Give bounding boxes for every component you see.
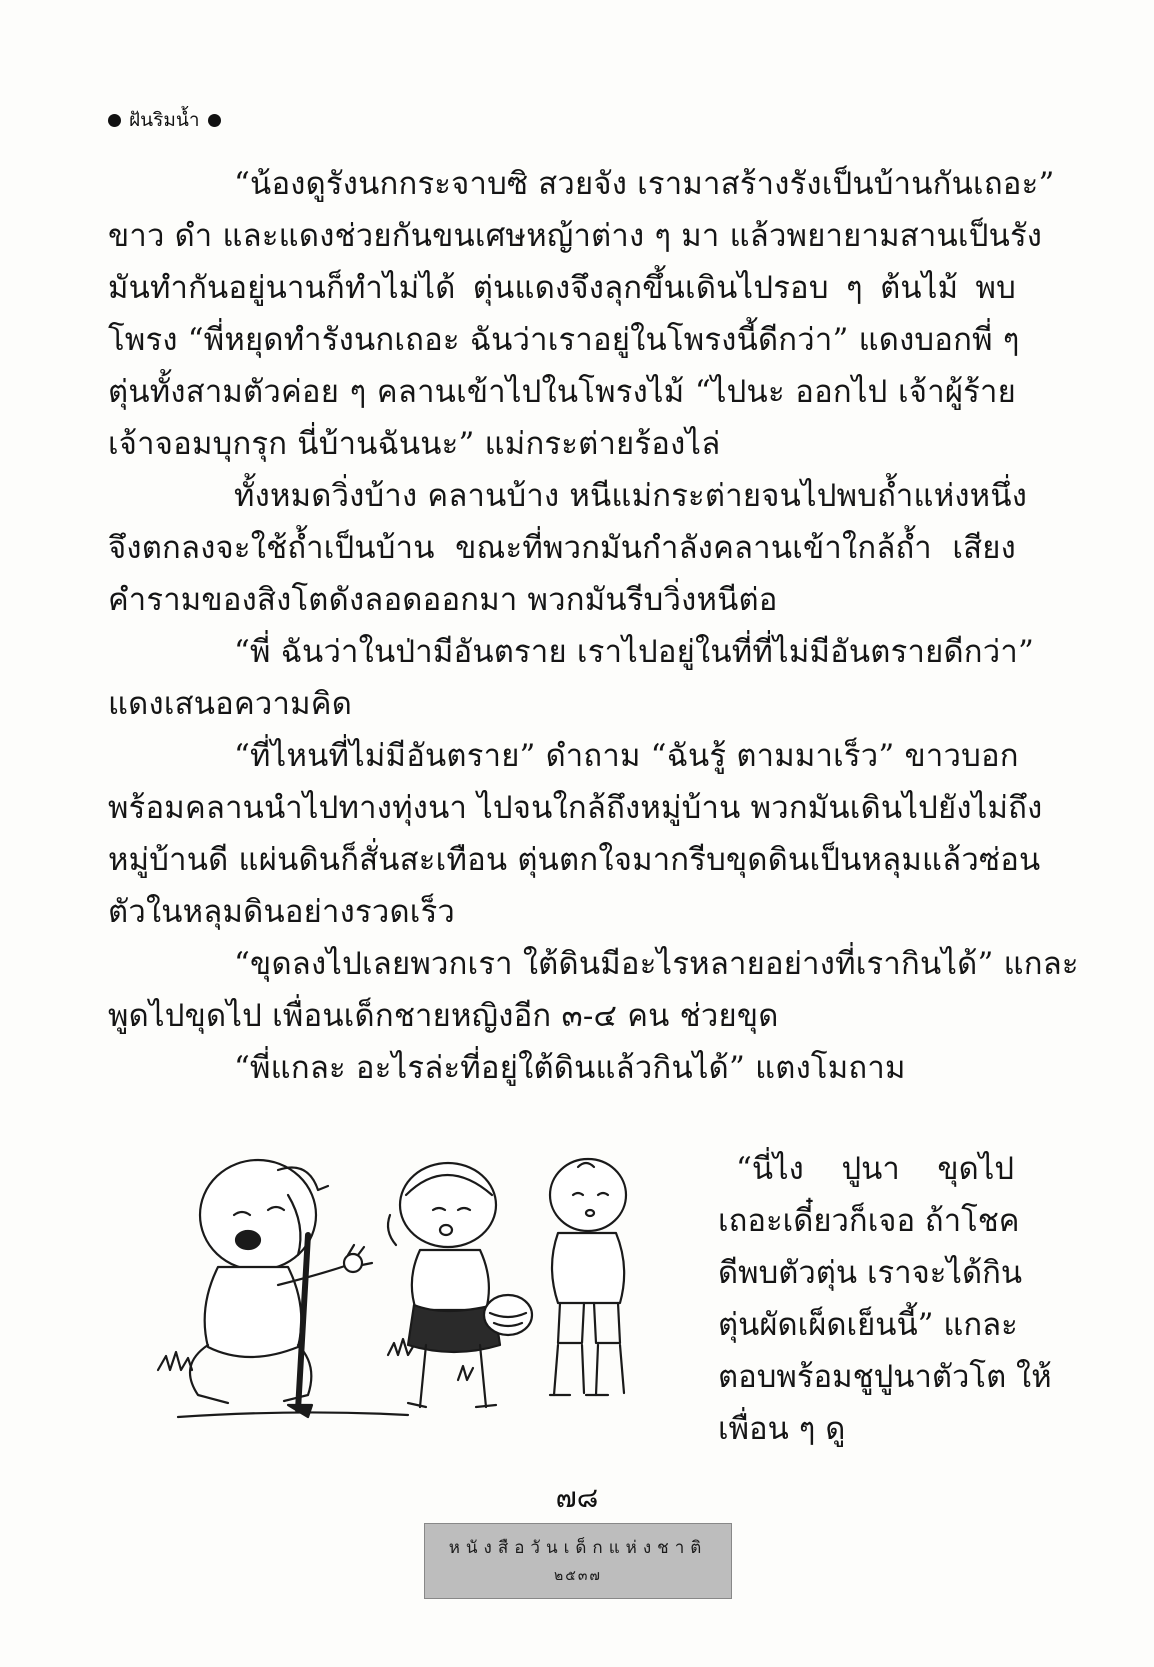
bullet-icon — [108, 114, 121, 127]
text-line: “ที่ไหนที่ไม่มีอันตราย” ดำถาม “ฉันรู้ ตามมาเร็ว” ขาวบอก — [234, 738, 1019, 774]
children-digging-illustration — [158, 1155, 688, 1425]
text-line: ตอบพร้อมชูปูนาตัวโต ให้ — [718, 1359, 1052, 1395]
text-line: ขาว ดำ และแดงช่วยกันขนเศษหญ้าต่าง ๆ มา แล้วพยายามสานเป็นรัง — [108, 218, 1043, 254]
text-line: “พี่ ฉันว่าในป่ามีอันตราย เราไปอยู่ในที่ที่ไม่มีอันตรายดีกว่า” — [234, 634, 1035, 670]
text-line: หมู่บ้านดี แผ่นดินก็สั่นสะเทือน ตุ่นตกใจมากรีบขุดดินเป็นหลุมแล้วซ่อน — [108, 842, 1041, 878]
text-line: เพื่อน ๆ ดู — [718, 1411, 846, 1447]
page-number: ๗๘ — [555, 1481, 599, 1514]
footer-title: หนังสือวันเด็กแห่งชาติ — [448, 1538, 708, 1558]
text-line: ทั้งหมดวิ่งบ้าง คลานบ้าง หนีแม่กระต่ายจนไปพบถ้ำแห่งหนึ่ง — [234, 478, 1028, 514]
text-line: ดีพบตัวตุ่น เราจะได้กิน — [718, 1255, 1023, 1291]
text-line: ตุ่นทั้งสามตัวค่อย ๆ คลานเข้าไปในโพรงไม้ “ไปนะ ออกไป เจ้าผู้ร้าย — [108, 374, 1016, 410]
text-line: “ขุดลงไปเลยพวกเรา ใต้ดินมีอะไรหลายอย่างที่เรากินได้” แกละ — [234, 946, 1079, 982]
header-title: ฝันริมน้ำ — [129, 109, 200, 131]
text-line: ตัวในหลุมดินอย่างรวดเร็ว — [108, 894, 456, 930]
text-line: “น้องดูรังนกกระจาบซิ สวยจัง เรามาสร้างรังเป็นบ้านกันเถอะ” — [234, 166, 1055, 202]
text-line: พูดไปขุดไป เพื่อนเด็กชายหญิงอีก ๓-๔ คน ช่วยขุด — [108, 998, 779, 1034]
footer-year: ๒๕๓๗ — [554, 1568, 602, 1584]
text-line: คำรามของสิงโตดังลอดออกมา พวกมันรีบวิ่งหนีต่อ — [108, 582, 778, 618]
text-line: โพรง “พี่หยุดทำรังนกเถอะ ฉันว่าเราอยู่ในโพรงนี้ดีกว่า” แดงบอกพี่ ๆ — [108, 322, 1020, 358]
text-line: จึงตกลงจะใช้ถ้ำเป็นบ้าน ขณะที่พวกมันกำลังคลานเข้าใกล้ถ้ำ เสียง — [108, 530, 1016, 566]
footer-stamp — [424, 1523, 732, 1599]
bullet-icon — [208, 114, 221, 127]
text-line: พร้อมคลานนำไปทางทุ่งนา ไปจนใกล้ถึงหมู่บ้าน พวกมันเดินไปยังไม่ถึง — [108, 790, 1043, 826]
running-header — [108, 105, 221, 135]
body-text — [108, 158, 1079, 1094]
text-line: แดงเสนอความคิด — [108, 686, 353, 722]
text-line: ตุ่นผัดเผ็ดเย็นนี้” แกละ — [718, 1307, 1018, 1343]
side-text — [718, 1143, 1052, 1455]
text-line: “นี่ไง ปูนา ขุดไป — [736, 1151, 1014, 1187]
text-line: เจ้าจอมบุกรุก นี่บ้านฉันนะ” แม่กระต่ายร้องไล่ — [108, 426, 721, 462]
text-line: “พี่แกละ อะไรล่ะที่อยู่ใต้ดินแล้วกินได้” แตงโมถาม — [234, 1050, 906, 1086]
text-line: มันทำกันอยู่นานก็ทำไม่ได้ ตุ่นแดงจึงลุกขึ้นเดินไปรอบ ๆ ต้นไม้ พบ — [108, 270, 1016, 306]
text-line: เถอะเดี๋ยวก็เจอ ถ้าโชค — [718, 1203, 1020, 1239]
